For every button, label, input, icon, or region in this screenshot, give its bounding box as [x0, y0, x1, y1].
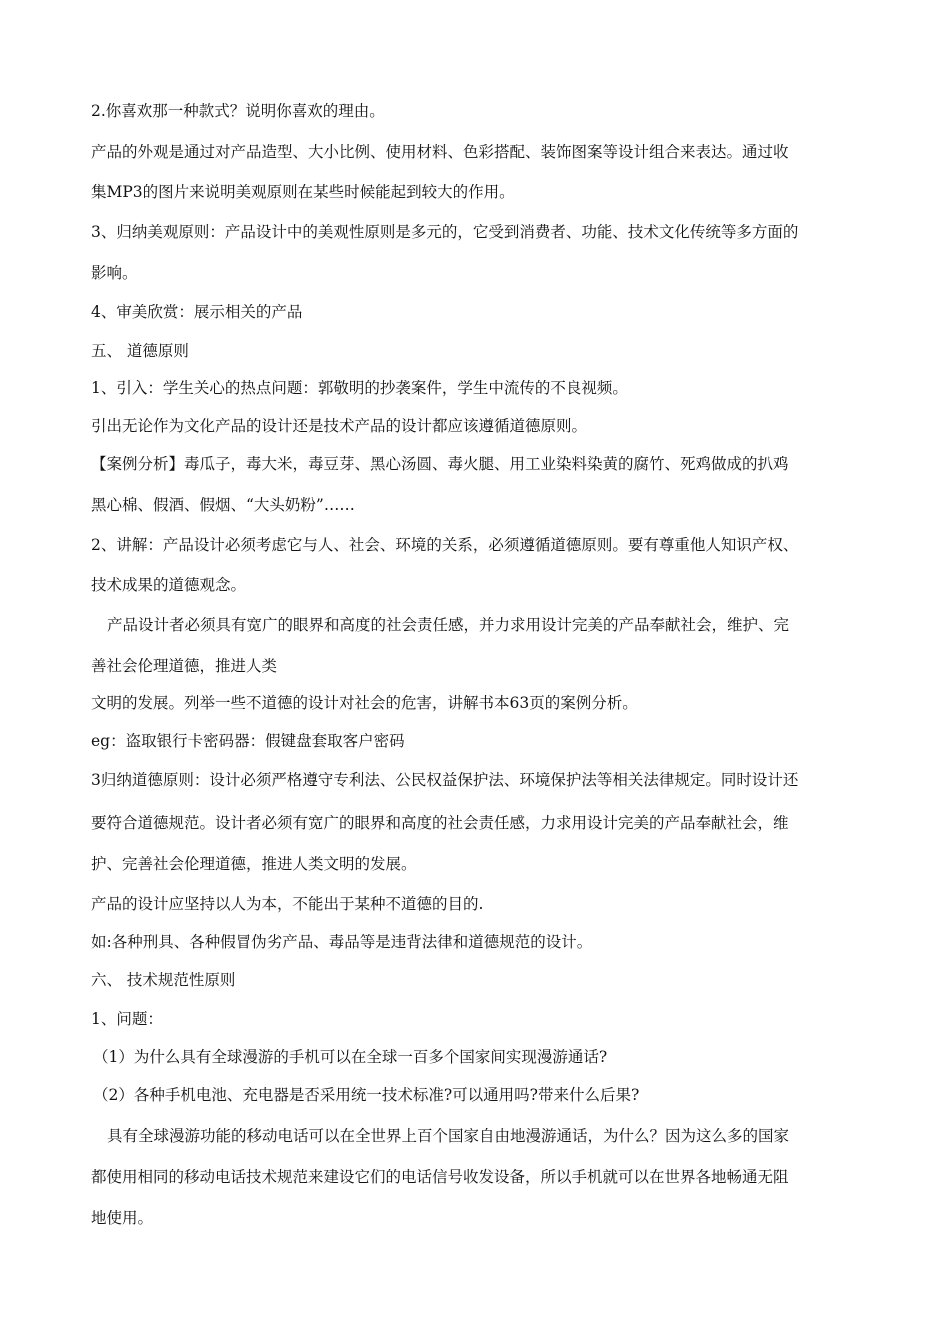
text-line: 护、完善社会伦理道德，推进人类文明的发展。	[91, 855, 417, 873]
text-line: 要符合道德规范。设计者必须有宽广的眼界和高度的社会责任感，力求用设计完美的产品奉献社会，维	[91, 814, 789, 832]
section-heading: 六、 技术规范性原则	[91, 971, 236, 989]
text-line: 1、引入：学生关心的热点问题：郭敬明的抄袭案件，学生中流传的不良视频。	[91, 379, 628, 397]
text-line: 善社会伦理道德，推进人类	[91, 657, 278, 675]
text-line: 1、问题：	[91, 1010, 163, 1028]
text-line: 具有全球漫游功能的移动电话可以在全世界上百个国家自由地漫游通话，为什么？因为这么多的国家	[107, 1127, 790, 1145]
text-line: eg：盗取银行卡密码器：假键盘套取客户密码	[91, 732, 405, 750]
text-line: 产品的设计应坚持以人为本，不能出于某种不道德的目的.	[91, 895, 484, 913]
text-line: 4、审美欣赏：展示相关的产品	[91, 303, 303, 321]
text-line: 地使用。	[91, 1209, 154, 1227]
text-line: 2、讲解：产品设计必须考虑它与人、社会、环境的关系，必须遵循道德原则。要有尊重他人知识产权、	[91, 536, 799, 554]
text-line: 影响。	[91, 264, 138, 282]
question-item: （1）为什么具有全球漫游的手机可以在全球一百多个国家间实现漫游通话?	[93, 1048, 608, 1066]
text-line: 3、归纳美观原则：产品设计中的美观性原则是多元的，它受到消费者、功能、技术文化传统等多方面的	[91, 223, 799, 241]
text-line: 产品设计者必须具有宽广的眼界和高度的社会责任感，并力求用设计完美的产品奉献社会，维护、完	[107, 616, 790, 634]
text-line: 文明的发展。列举一些不道德的设计对社会的危害，讲解书本63页的案例分析。	[91, 694, 638, 712]
text-line: 集MP3的图片来说明美观原则在某些时候能起到较大的作用。	[91, 183, 515, 201]
section-heading: 五、 道德原则	[91, 342, 189, 360]
question-item: （2）各种手机电池、充电器是否采用统一技术标准?可以通用吗?带来什么后果?	[93, 1086, 640, 1104]
text-line: 2.你喜欢那一种款式？说明你喜欢的理由。	[91, 102, 385, 120]
text-line: 3归纳道德原则：设计必须严格遵守专利法、公民权益保护法、环境保护法等相关法律规定。同时设计还	[91, 771, 799, 789]
text-line: 黑心棉、假酒、假烟、“大头奶粉”……	[91, 496, 355, 514]
text-line: 技术成果的道德观念。	[91, 576, 247, 594]
text-line: 引出无论作为文化产品的设计还是技术产品的设计都应该遵循道德原则。	[91, 417, 588, 435]
text-line: 【案例分析】毒瓜子，毒大米，毒豆芽、黑心汤圆、毒火腿、用工业染料染黄的腐竹、死鸡做成的扒鸡	[91, 455, 789, 473]
text-line: 如:各种刑具、各种假冒伪劣产品、毒品等是违背法律和道德规范的设计。	[91, 933, 593, 951]
text-line: 产品的外观是通过对产品造型、大小比例、使用材料、色彩搭配、装饰图案等设计组合来表达。通过收	[91, 143, 789, 161]
text-line: 都使用相同的移动电话技术规范来建设它们的电话信号收发设备，所以手机就可以在世界各地畅通无阻	[91, 1168, 789, 1186]
